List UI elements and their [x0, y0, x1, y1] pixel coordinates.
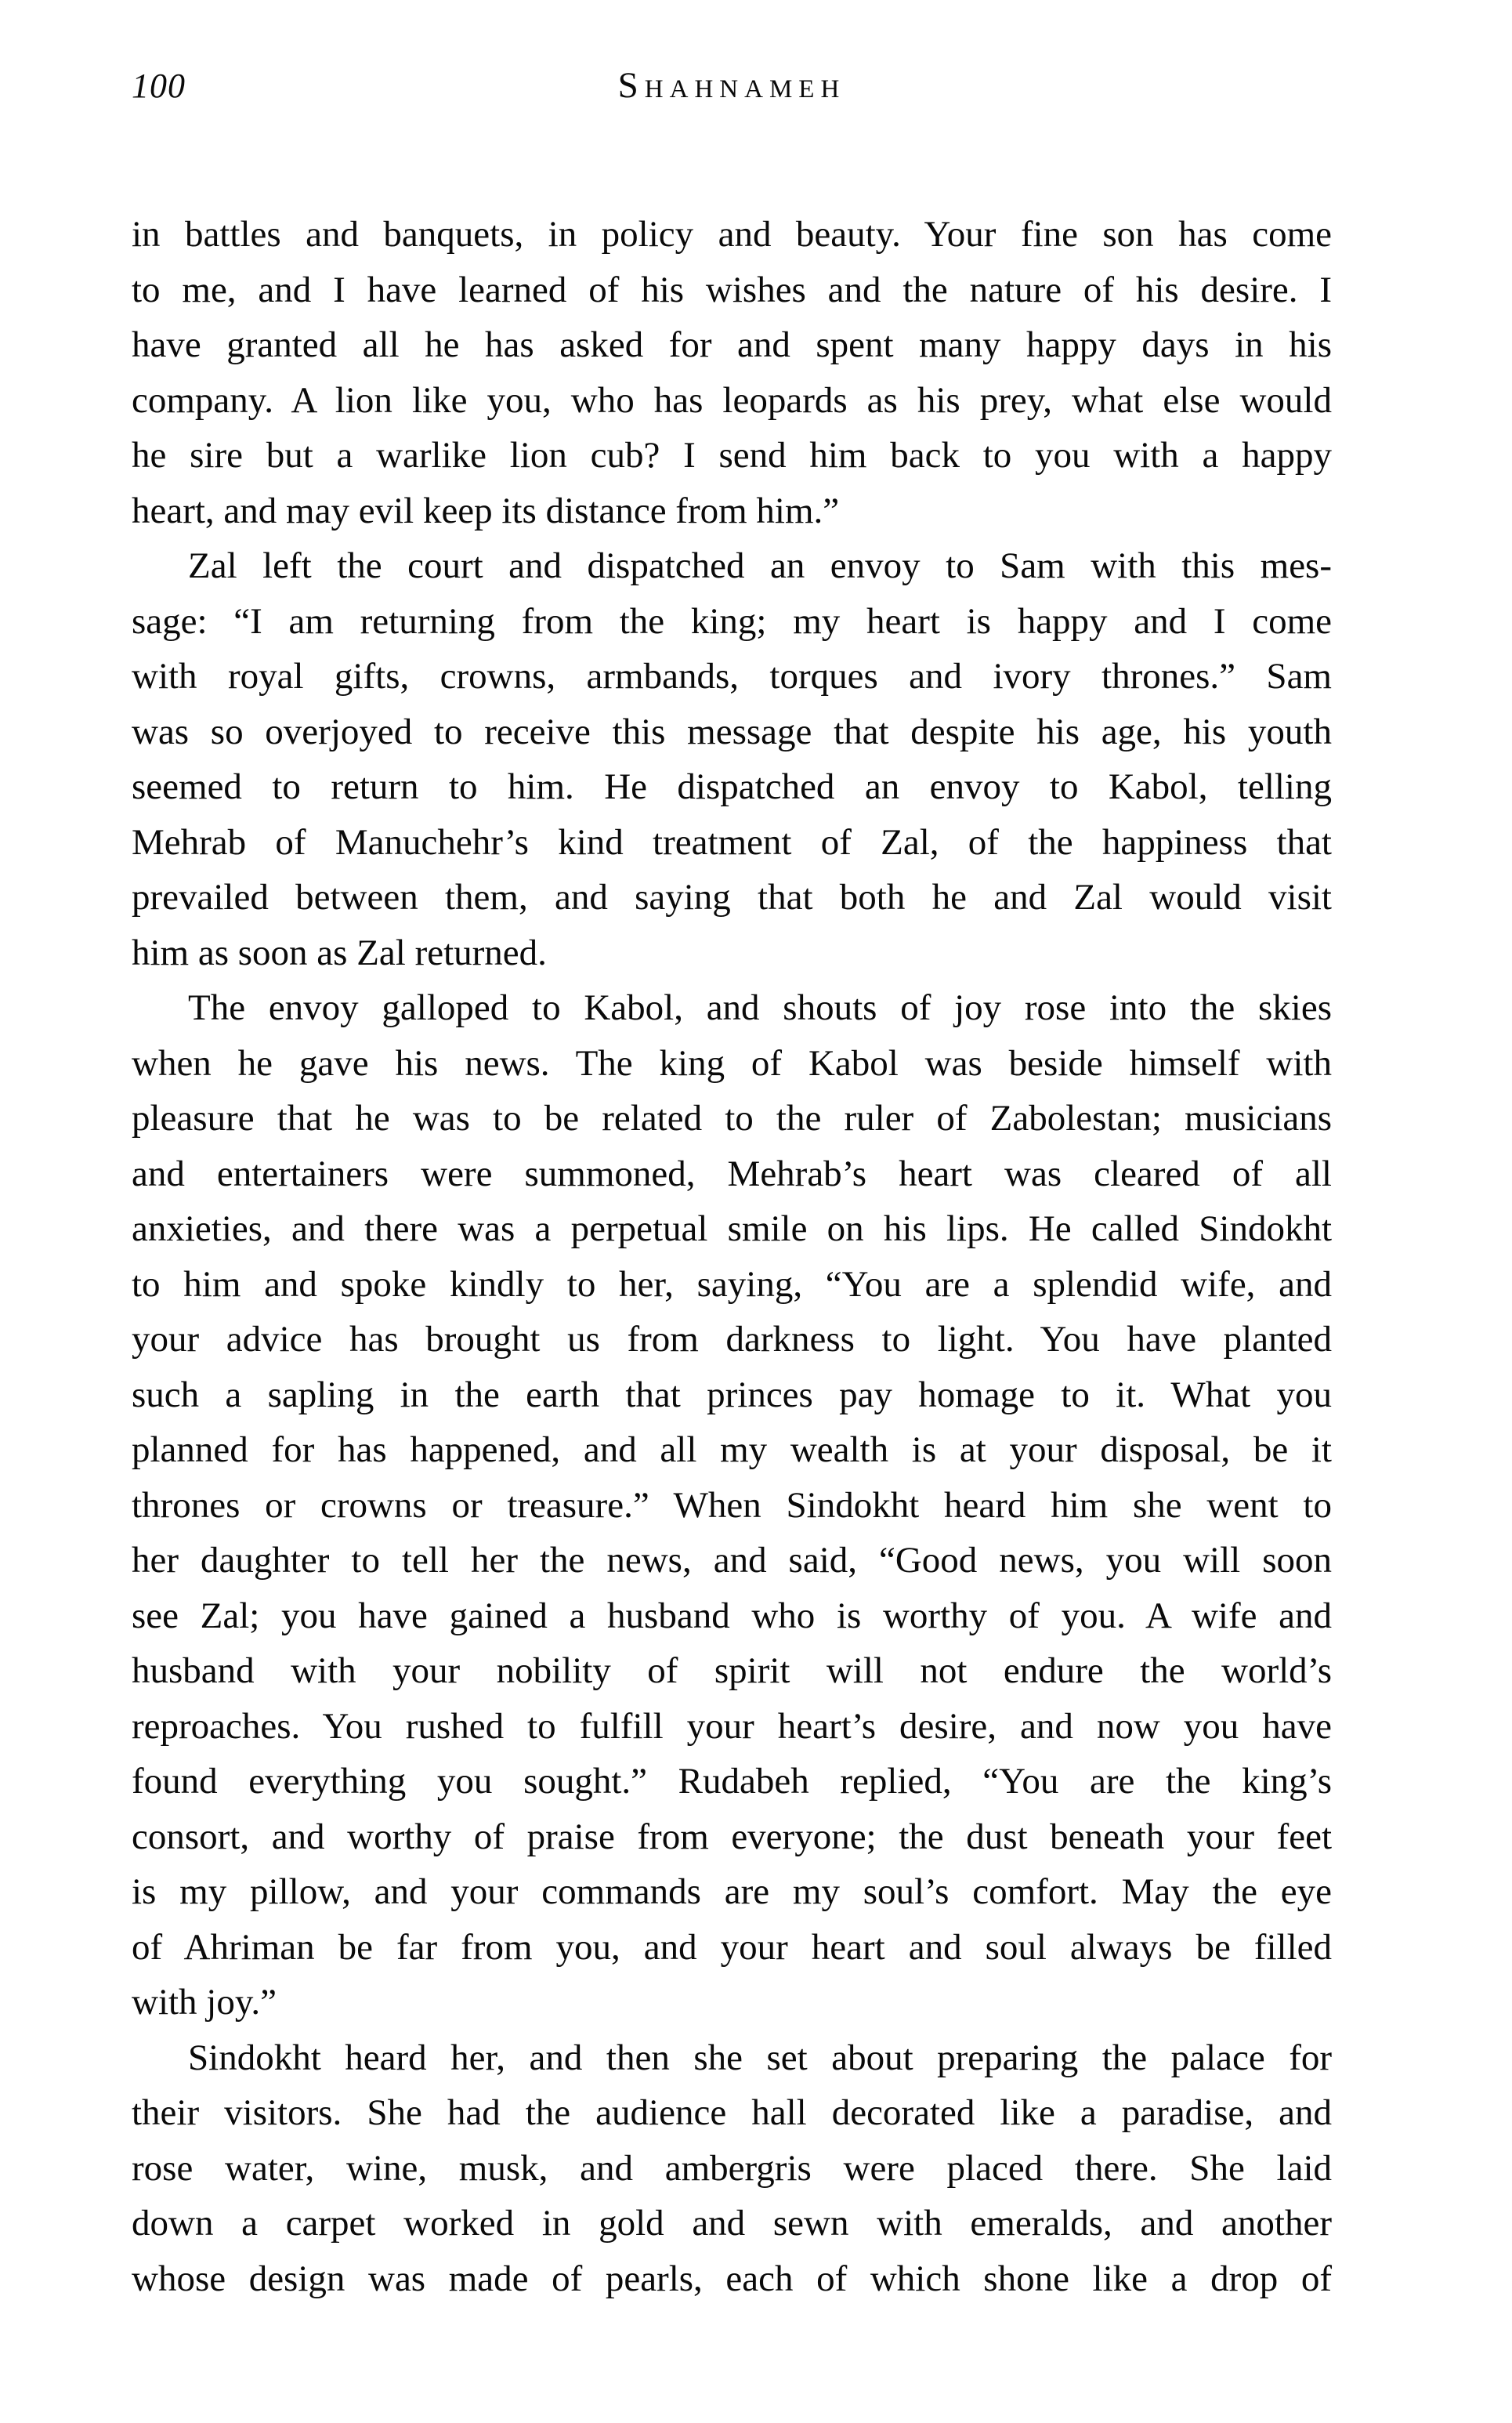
- text-line: pleasure that he was to be related to the ruler of Zabolestan; musicians: [132, 1098, 1332, 1139]
- text-line: of Ahriman be far from you, and your heart and soul always be filled: [132, 1926, 1332, 1968]
- text-line: to him and spoke kindly to her, saying, “You are a splendid wife, and: [132, 1263, 1332, 1305]
- text-line: have granted all he has asked for and spent many happy days in his: [132, 324, 1332, 365]
- text-line: The envoy galloped to Kabol, and shouts of joy rose into the skies: [188, 987, 1332, 1028]
- text-line: consort, and worthy of praise from everyone; the dust beneath your feet: [132, 1816, 1332, 1857]
- text-line: company. A lion like you, who has leopards as his prey, what else would: [132, 379, 1332, 421]
- text-line: in battles and banquets, in policy and beauty. Your fine son has come: [132, 214, 1332, 255]
- text-line: see Zal; you have gained a husband who is worthy of you. A wife and: [132, 1595, 1332, 1636]
- text-line: with joy.”: [132, 1982, 277, 2023]
- text-line: anxieties, and there was a perpetual smile on his lips. He called Sindokht: [132, 1208, 1332, 1249]
- text-line: to me, and I have learned of his wishes and the nature of his desire. I: [132, 269, 1332, 310]
- text-line: Sindokht heard her, and then she set about preparing the palace for: [188, 2037, 1332, 2078]
- text-line: husband with your nobility of spirit will not endure the world’s: [132, 1650, 1332, 1691]
- text-line: Mehrab of Manuchehr’s kind treatment of Zal, of the happiness that: [132, 821, 1332, 863]
- text-line: whose design was made of pearls, each of which shone like a drop of: [132, 2258, 1332, 2299]
- text-line: sage: “I am returning from the king; my heart is happy and I come: [132, 600, 1332, 642]
- text-line: with royal gifts, crowns, armbands, torques and ivory thrones.” Sam: [132, 656, 1332, 697]
- text-line: thrones or crowns or treasure.” When Sindokht heard him she went to: [132, 1484, 1332, 1526]
- page-header: [132, 67, 1332, 108]
- text-line: seemed to return to him. He dispatched an envoy to Kabol, telling: [132, 766, 1332, 807]
- paragraph: [132, 207, 1332, 538]
- text-line: him as soon as Zal returned.: [132, 932, 547, 973]
- text-line: rose water, wine, musk, and ambergris were placed there. She laid: [132, 2147, 1332, 2189]
- page-number: 100: [132, 67, 186, 105]
- text-line: found everything you sought.” Rudabeh replied, “You are the king’s: [132, 1761, 1332, 1802]
- text-line: your advice has brought us from darkness to light. You have planted: [132, 1319, 1332, 1360]
- text-line: he sire but a warlike lion cub? I send him back to you with a happy: [132, 435, 1332, 476]
- text-line: Zal left the court and dispatched an envoy to Sam with this mes-: [188, 545, 1332, 586]
- text-line: planned for has happened, and all my wealth is at your disposal, be it: [132, 1429, 1332, 1470]
- paragraph: [132, 538, 1332, 980]
- page-body: [132, 207, 1332, 2306]
- running-header-title: Shahnameh: [617, 65, 846, 106]
- text-line: was so overjoyed to receive this message that despite his age, his youth: [132, 711, 1332, 752]
- text-line: heart, and may evil keep its distance from him.”: [132, 490, 840, 531]
- text-line: her daughter to tell her the news, and said, “Good news, you will soon: [132, 1540, 1332, 1581]
- paragraph: [132, 980, 1332, 2030]
- text-line: prevailed between them, and saying that both he and Zal would visit: [132, 877, 1332, 918]
- text-line: reproaches. You rushed to fulfill your heart’s desire, and now you have: [132, 1705, 1332, 1747]
- paragraph: [132, 2030, 1332, 2307]
- text-line: is my pillow, and your commands are my soul’s comfort. May the eye: [132, 1871, 1332, 1912]
- text-line: when he gave his news. The king of Kabol was beside himself with: [132, 1042, 1332, 1084]
- text-line: such a sapling in the earth that princes pay homage to it. What you: [132, 1374, 1332, 1415]
- text-line: and entertainers were summoned, Mehrab’s heart was cleared of all: [132, 1153, 1332, 1194]
- text-line: down a carpet worked in gold and sewn with emeralds, and another: [132, 2203, 1332, 2244]
- text-line: their visitors. She had the audience hall decorated like a paradise, and: [132, 2092, 1332, 2133]
